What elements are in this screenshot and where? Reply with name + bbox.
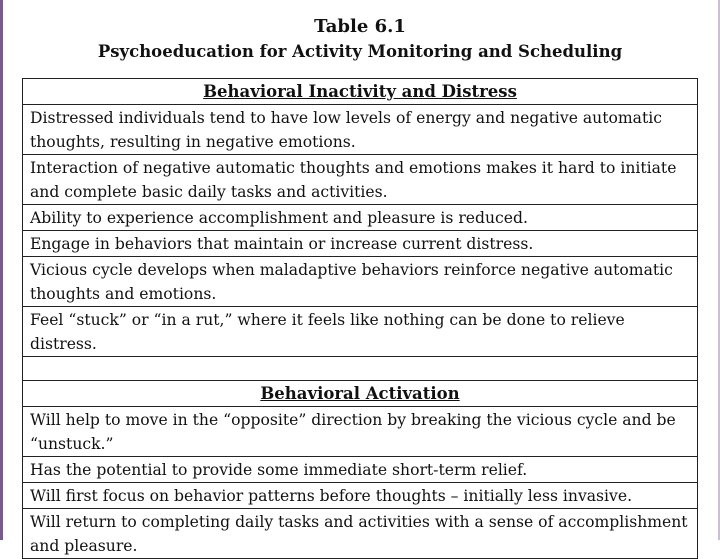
section-header-row <box>23 381 698 407</box>
left-border-rule <box>0 0 3 540</box>
table-row <box>23 307 698 357</box>
section-heading-activation: Behavioral Activation <box>23 381 698 407</box>
section-header-row <box>23 79 698 105</box>
blank-cell <box>23 357 698 381</box>
section-heading-inactivity: Behavioral Inactivity and Distress <box>23 79 698 105</box>
table-number: Table 6.1 <box>314 16 406 37</box>
table-cell: Distressed individuals tend to have low levels of energy and negative automatic thoughts, resulting in negative emotions. <box>23 105 698 155</box>
psychoeducation-table <box>22 78 698 559</box>
table-title: Psychoeducation for Activity Monitoring and Scheduling <box>97 42 623 61</box>
table-row <box>23 105 698 155</box>
table-cell: Feel “stuck” or “in a rut,” where it feels like nothing can be done to relieve distress. <box>23 307 698 357</box>
table-cell: Engage in behaviors that maintain or increase current distress. <box>23 231 698 257</box>
table-row <box>23 205 698 231</box>
blank-separator-row <box>23 357 698 381</box>
table-cell: Will help to move in the “opposite” direction by breaking the vicious cycle and be “unstuck.” <box>23 407 698 457</box>
table-row <box>23 407 698 457</box>
table-row <box>23 257 698 307</box>
table-row <box>23 231 698 257</box>
table-caption <box>0 14 720 64</box>
table-cell: Interaction of negative automatic thoughts and emotions makes it hard to initiate and complete basic daily tasks and activities. <box>23 155 698 205</box>
table-row <box>23 509 698 559</box>
table-cell: Will first focus on behavior patterns before thoughts – initially less invasive. <box>23 483 698 509</box>
table-row <box>23 483 698 509</box>
table-row <box>23 155 698 205</box>
table-cell: Has the potential to provide some immediate short-term relief. <box>23 457 698 483</box>
table-cell: Ability to experience accomplishment and pleasure is reduced. <box>23 205 698 231</box>
table-row <box>23 457 698 483</box>
table-cell: Vicious cycle develops when maladaptive behaviors reinforce negative automatic thoughts and emotions. <box>23 257 698 307</box>
table-cell: Will return to completing daily tasks and activities with a sense of accomplishment and pleasure. <box>23 509 698 559</box>
